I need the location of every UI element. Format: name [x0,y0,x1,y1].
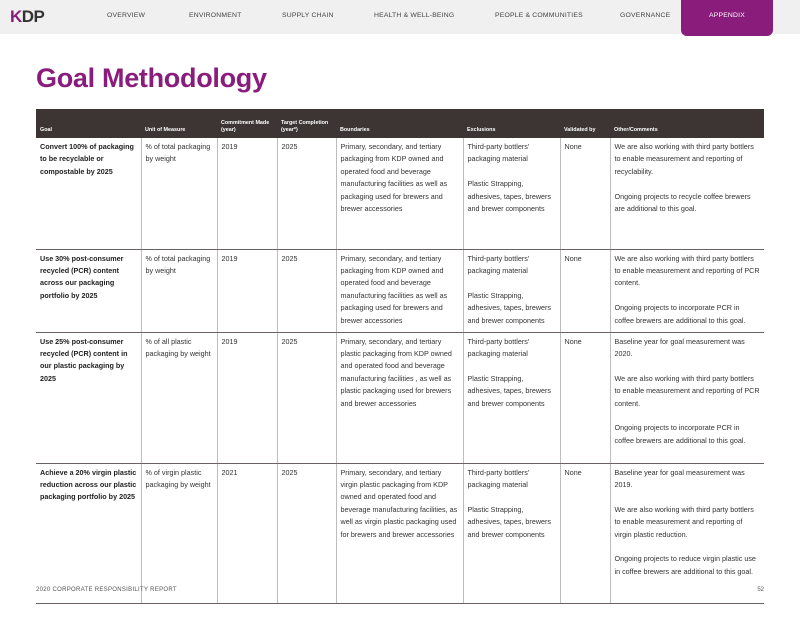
unit-cell: % of total packaging by weight [141,249,217,332]
goal-cell: Achieve a 20% virgin plastic reduction across our plastic packaging portfolio by 2025 [36,463,141,603]
exclusions-text: Third-party bottlers' packaging material [467,253,530,275]
exclusions-cell [463,249,560,332]
header-boundaries: Boundaries [336,109,463,138]
comments-cell [610,463,764,603]
page-title: Goal Methodology [36,63,267,93]
unit-cell: % of all plastic packaging by weight [141,332,217,463]
header-target: Target Completion (year*) [277,109,336,138]
exclusions-text: Third-party bottlers' packaging material [467,142,530,164]
exclusions-text: Plastic Strapping, adhesives, tapes, brewers and brewer components [467,373,551,408]
nav-item-health-well-being[interactable]: HEALTH & WELL-BEING [374,12,455,19]
table-row [36,249,764,332]
nav-item-supply-chain[interactable]: SUPPLY CHAIN [282,12,334,19]
exclusions-text: Third-party bottlers' packaging material [467,467,530,489]
logo-text: DP [21,7,45,26]
commitment-cell: 2019 [217,138,277,249]
boundaries-cell: Primary, secondary, and tertiary virgin plastic packaging from KDP owned and operated food and beverage manufacturing facilities, as well as virgin plastic packaging used for brewers and brewer accessories [336,463,463,603]
comments-text: We are also working with third party bottlers to enable measurement and reporting of PCR content. [614,373,760,408]
unit-cell: % of total packaging by weight [141,138,217,249]
target-cell: 2025 [277,332,336,463]
header-exclusions: Exclusions [463,109,560,138]
nav-item-overview[interactable]: OVERVIEW [107,12,146,19]
table-row [36,332,764,463]
comments-cell [610,249,764,332]
target-cell: 2025 [277,463,336,603]
exclusions-cell [463,332,560,463]
report-footer-title: 2020 CORPORATE RESPONSIBILITY REPORT [36,587,177,593]
commitment-cell: 2019 [217,332,277,463]
exclusions-cell [463,138,560,249]
nav-item-governance[interactable]: GOVERNANCE [620,12,671,19]
target-cell: 2025 [277,249,336,332]
comments-text: We are also working with third party bottlers to enable measurement and reporting of recyclability. [614,142,754,176]
commitment-cell: 2019 [217,249,277,332]
header-goal: Goal [36,109,141,138]
comments-text: Baseline year for goal measurement was 2020. [614,336,745,358]
exclusions-text: Plastic Strapping, adhesives, tapes, brewers and brewer components [467,179,551,214]
comments-text: Ongoing projects to reduce virgin plastic use in coffee brewers are additional to this goal. [614,554,756,576]
target-cell: 2025 [277,138,336,249]
validated-cell: None [560,463,610,603]
table-header-row [36,109,764,138]
commitment-cell: 2021 [217,463,277,603]
header-comments: Other/Comments [610,109,764,138]
validated-cell: None [560,249,610,332]
exclusions-text: Third-party bottlers' packaging material [467,336,530,358]
goal-cell: Use 25% post-consumer recycled (PCR) content in our plastic packaging by 2025 [36,332,141,463]
kdp-logo[interactable] [10,7,44,27]
table-row [36,463,764,603]
nav-item-environment[interactable]: ENVIRONMENT [189,12,242,19]
goal-cell: Convert 100% of packaging to be recyclable or compostable by 2025 [36,138,141,249]
exclusions-text: Plastic Strapping, adhesives, tapes, brewers and brewer components [467,290,551,325]
comments-text: We are also working with third party bottlers to enable measurement and reporting of PCR content. [614,253,760,288]
top-nav [0,0,800,34]
nav-item-appendix[interactable]: APPENDIX [681,0,773,36]
validated-cell: None [560,138,610,249]
comments-text: Ongoing projects to incorporate PCR in coffee brewers are additional to this goal. [614,303,746,325]
boundaries-cell: Primary, secondary, and tertiary plastic packaging from KDP owned and operated food and beverage manufacturing facilities , as well as plastic packaging used for brewers and brewer accessories [336,332,463,463]
comments-text: Ongoing projects to recycle coffee brewers are additional to this goal. [614,191,751,214]
comments-cell [610,332,764,463]
comments-text: Ongoing projects to incorporate PCR in coffee brewers are additional to this goal. [614,423,746,445]
header-unit: Unit of Measure [141,109,217,138]
goal-cell: Use 30% post-consumer recycled (PCR) content across our packaging portfolio by 2025 [36,249,141,332]
goal-methodology-table [36,109,764,604]
comments-text: Baseline year for goal measurement was 2019. [614,467,745,489]
logo-mark: K [10,7,22,26]
boundaries-cell: Primary, secondary, and tertiary packaging from KDP owned and operated food and beverage manufacturing facilities as well as packaging used for brewers and brewer accessories [336,249,463,332]
boundaries-cell: Primary, secondary, and tertiary packaging from KDP owned and operated food and beverage manufacturing facilities as well as packaging used for brewers and brewer accessories [336,138,463,249]
exclusions-text: Plastic Strapping, adhesives, tapes, brewers and brewer components [467,504,551,539]
unit-cell: % of virgin plastic packaging by weight [141,463,217,603]
comments-cell [610,138,764,249]
page-number: 52 [757,587,764,593]
header-commitment: Commitment Made (year) [217,109,277,138]
nav-item-people-communities[interactable]: PEOPLE & COMMUNITIES [495,12,583,19]
exclusions-cell [463,463,560,603]
comments-text: We are also working with third party bottlers to enable measurement and reporting of virgin plastic reduction. [614,504,754,539]
header-validated: Validated by [560,109,610,138]
validated-cell: None [560,332,610,463]
table-row [36,138,764,249]
